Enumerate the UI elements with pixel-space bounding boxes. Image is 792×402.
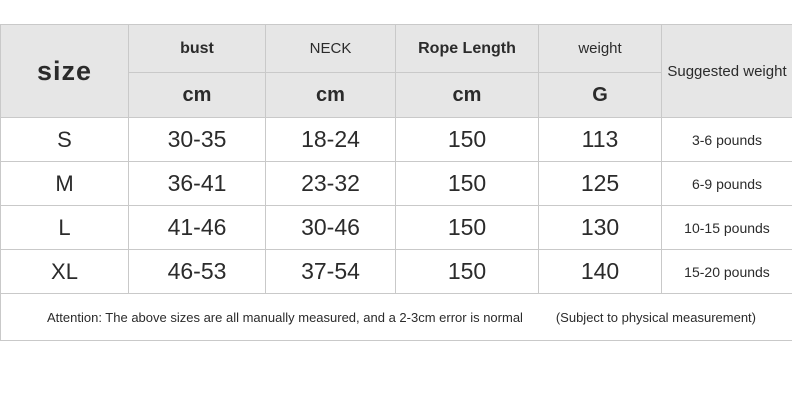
cell-size: S <box>1 118 129 162</box>
note-cell <box>1 294 792 341</box>
cell-neck: 18-24 <box>266 118 396 162</box>
header-rope-length: Rope Length <box>396 25 539 73</box>
cell-neck: 23-32 <box>266 162 396 206</box>
table-header-row <box>1 25 792 73</box>
unit-bust: cm <box>129 73 266 118</box>
header-neck: NECK <box>266 25 396 73</box>
cell-size: M <box>1 162 129 206</box>
header-weight: weight <box>539 25 662 73</box>
table-note-row <box>1 294 792 341</box>
unit-neck: cm <box>266 73 396 118</box>
unit-rope-length: cm <box>396 73 539 118</box>
cell-suggested-weight: 3-6 pounds <box>662 118 792 162</box>
cell-bust: 46-53 <box>129 250 266 294</box>
cell-rope-length: 150 <box>396 206 539 250</box>
cell-bust: 41-46 <box>129 206 266 250</box>
cell-size: L <box>1 206 129 250</box>
cell-suggested-weight: 15-20 pounds <box>662 250 792 294</box>
header-bust: bust <box>129 25 266 73</box>
size-chart-sheet <box>0 24 792 378</box>
size-chart-table <box>0 24 792 341</box>
cell-weight: 140 <box>539 250 662 294</box>
cell-weight: 113 <box>539 118 662 162</box>
cell-neck: 37-54 <box>266 250 396 294</box>
cell-weight: 125 <box>539 162 662 206</box>
table-row <box>1 118 792 162</box>
cell-bust: 36-41 <box>129 162 266 206</box>
header-suggested-weight: Suggested weight <box>662 25 792 118</box>
cell-neck: 30-46 <box>266 206 396 250</box>
table-row <box>1 250 792 294</box>
header-size: size <box>1 25 129 118</box>
cell-rope-length: 150 <box>396 162 539 206</box>
unit-weight: G <box>539 73 662 118</box>
cell-rope-length: 150 <box>396 250 539 294</box>
note-measurement-text: (Subject to physical measurement) <box>555 309 756 325</box>
cell-bust: 30-35 <box>129 118 266 162</box>
table-row <box>1 206 792 250</box>
note-attention-text: Attention: The above sizes are all manually measured, and a 2-3cm error is normal <box>47 309 523 325</box>
cell-suggested-weight: 6-9 pounds <box>662 162 792 206</box>
table-row <box>1 162 792 206</box>
cell-suggested-weight: 10-15 pounds <box>662 206 792 250</box>
cell-weight: 130 <box>539 206 662 250</box>
cell-rope-length: 150 <box>396 118 539 162</box>
cell-size: XL <box>1 250 129 294</box>
